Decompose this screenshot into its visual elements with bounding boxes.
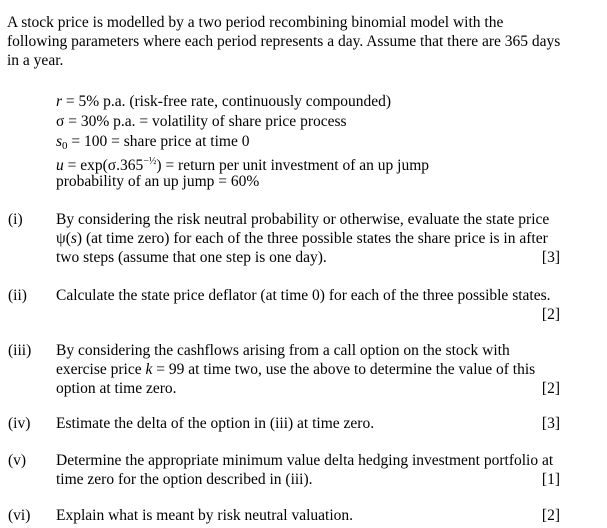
question-marks: [2] bbox=[541, 380, 560, 397]
question-number: (i) bbox=[8, 211, 23, 228]
question-text: Estimate the delta of the option in (iii) at time zero. bbox=[56, 415, 375, 432]
question-text: By considering the risk neutral probability or otherwise, evaluate the state price ψ(s) (at time zero) for each of the three possible states the share price is in after two steps (assume that one step is one day). bbox=[56, 211, 550, 266]
question-marks: [3] bbox=[541, 249, 560, 266]
question-number: (v) bbox=[8, 452, 27, 469]
question-marks: [3] bbox=[541, 415, 560, 432]
question-text: Determine the appropriate minimum value delta hedging investment portfolio at time zero for the option described in (iii). bbox=[56, 452, 554, 488]
param-probability: probability of an up jump = 60% bbox=[56, 173, 260, 190]
param-up-jump: $u = \exp(\sigma.365^{-\frac{1}{2}})$ = return per unit investment of an up jump bbox=[56, 156, 430, 174]
question-marks: [2] bbox=[541, 507, 560, 524]
question-text: By considering the cashflows arising from a call option on the stock with exercise price k = 99 at time two, use the above to determine the value of this option at time zero. bbox=[56, 342, 536, 397]
question-text: Explain what is meant by risk neutral valuation. bbox=[56, 507, 354, 524]
question-number: (vi) bbox=[8, 507, 31, 524]
param-interest-rate: r = 5% p.a. (risk-free rate, continuously compounded) bbox=[56, 93, 392, 110]
question-marks: [2] bbox=[541, 306, 560, 323]
intro-paragraph: A stock price is modelled by a two period recombining binomial model with the following parameters where each period represents a day. Assume that there are 365 days in a year. bbox=[7, 14, 561, 69]
question-text: Calculate the state price deflator (at time 0) for each of the three possible states. bbox=[56, 287, 551, 304]
question-marks: [1] bbox=[541, 471, 560, 488]
param-initial-price: $s_0 = 100$ = share price at time 0 bbox=[56, 133, 250, 152]
question-number: (ii) bbox=[8, 287, 27, 304]
question-number: (iii) bbox=[8, 342, 32, 359]
question-number: (iv) bbox=[8, 415, 31, 432]
parameter-list bbox=[56, 92, 556, 192]
param-volatility: σ = 30% p.a. = volatility of share price process bbox=[56, 113, 347, 130]
